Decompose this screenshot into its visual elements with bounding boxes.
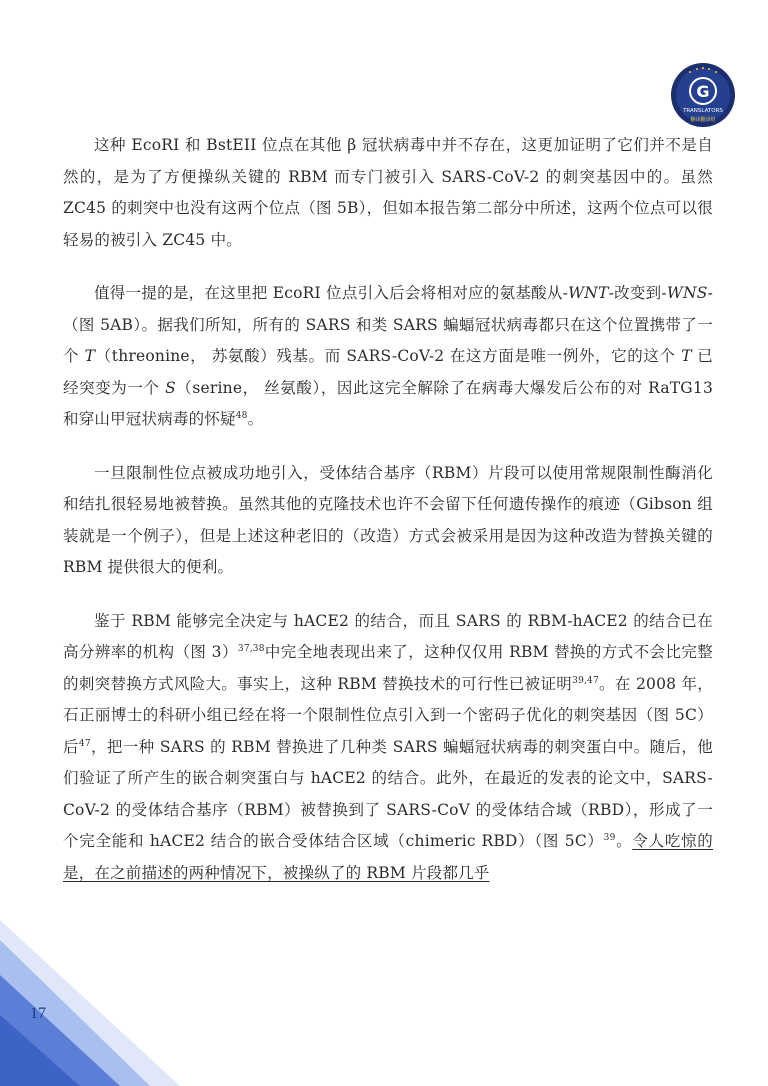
paragraph-2: 值得一提的是，在这里把 EcoRI 位点引入后会将相对应的氨基酸从-WNT-改变到-WNS-（图 5AB）。据我们所知，所有的 SARS 和类 SARS 蝙蝠冠状病毒都只在这个位置携带了一个 T（threonine， 苏氨酸）残基。而 SARS-CoV-2 在这方面是唯一例外，它的这个 T 已经突变为一个 S（serine， 丝氨酸），因此这完全解除了在病毒大爆发后公布的对 RaTG13 和穿山甲冠状病毒的怀疑$^{48}$。 bbox=[63, 284, 714, 428]
citation-39-47: 39,47 bbox=[572, 675, 599, 686]
paragraph-4: 鉴于 RBM 能够完全决定与 hACE2 的结合，而且 SARS 的 RBM-hACE2 的结合已在高分辨率的机构（图 3）$^{37,38}$中完全地表现出来了，这种仅仅用 RBM 替换的方式不会比完整的刺突替换方式风险大。事实上，这种 RBM 替换技术的可行性已被证明$^{39,47}$。在 2008 年，石正丽博士的科研小组已经在将一个限制性位点引入到一个密码子优化的刺突基因（图 5C）后$^{47}$，把一种 SARS 的 RBM 替换进了几种类 SARS 蝙蝠冠状病毒的刺突蛋白中。随后，他们验证了所产生的嵌合刺突蛋白与 hACE2 的结合。此外，在最近的发表的论文中，SARS-CoV-2 的受体结合基序（RBM）被替换到了 SARS-CoV 的受体结合域（RBD），形成了一个完全能和 hACE2 结合的嵌合受体结合区域（chimeric RBD）（图 5C）$^{39}$。令人吃惊的是，在之前描述的两种情况下，被操纵了的 RBM 片段都几乎 bbox=[63, 611, 713, 882]
citation-48: 48 bbox=[235, 410, 248, 421]
citation-39: 39 bbox=[603, 832, 616, 843]
paragraph-1: 这种 EcoRI 和 BstEII 位点在其他 β 冠状病毒中并不存在，这更加证明了它们并不是自然的，是为了方便操纵关键的 RBM 而专门被引入 SARS-CoV-2 的刺突基因中的。虽然 ZC45 的刺突中也没有这两个位点（图 5B），但如本报告第二部分中所述，这两个位点可以很轻易的被引入 ZC45 中。 bbox=[63, 136, 713, 249]
translators-logo bbox=[670, 62, 736, 128]
corner-decoration bbox=[0, 920, 180, 1086]
paragraph-3: 一旦限制性位点被成功地引入，受体结合基序（RBM）片段可以使用常规限制性酶消化和结扎很轻易地被替换。虽然其他的克隆技术也许不会留下任何遗传操作的痕迹（Gibson 组装就是一个例子），但是上述这种老旧的（改造）方式会被采用是因为这种改造为替换关键的 RBM 提供很大的便利。 bbox=[63, 463, 713, 576]
citation-47: 47 bbox=[78, 738, 91, 749]
citation-37-38: 37,38 bbox=[237, 643, 265, 654]
logo-letter: G bbox=[696, 82, 710, 101]
document-body bbox=[63, 130, 713, 911]
logo-text: TRANSLATORS bbox=[683, 108, 723, 114]
underlined-sentence: 令人吃惊的是，在之前描述的两种情况下，被操纵了的 RBM 片段都几乎 bbox=[63, 832, 713, 882]
page-number: 17 bbox=[30, 1005, 46, 1022]
logo-arc-text: 翻译翻译组 bbox=[690, 117, 716, 123]
